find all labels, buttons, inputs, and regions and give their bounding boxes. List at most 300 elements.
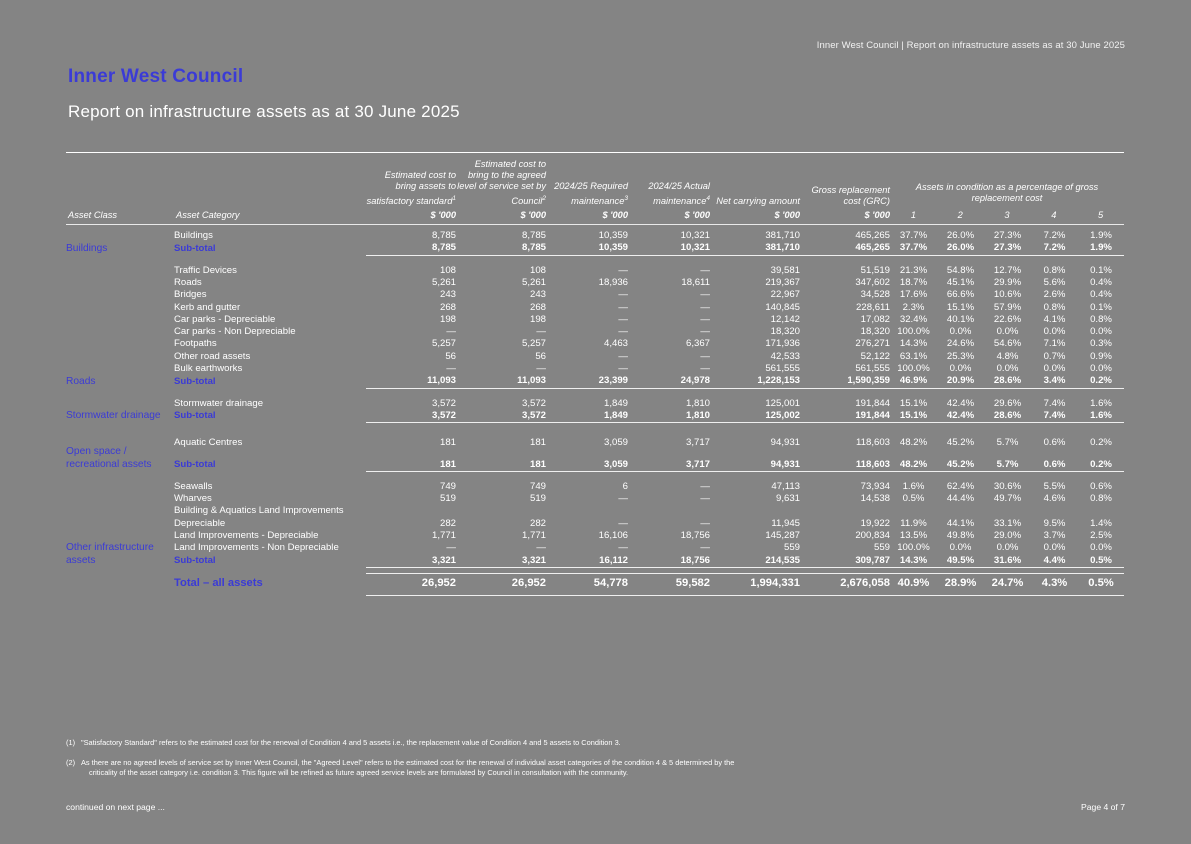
table-row	[66, 265, 1124, 277]
cell-actual: —	[700, 363, 710, 375]
cell-cond-3: 22.6%	[993, 313, 1022, 325]
cell-cond-2: 26.0%	[946, 230, 975, 242]
footnote-2-text: As there are no agreed levels of service set by Inner West Council, the "Agreed Level" refers to the estimated cost for the renewal of individual asset categories of the condition 4 & 5 determined by the	[81, 758, 735, 767]
subtotal-cond-5: 0.2%	[1078, 450, 1124, 472]
cell-grc: 561,555	[855, 363, 890, 375]
cell-cond-1: 63.1%	[899, 350, 928, 362]
subtotal-required: 16,112	[546, 555, 628, 568]
cell-actual: —	[700, 289, 710, 301]
asset-class-stormwater-drainage: Stormwater drainage	[66, 410, 161, 422]
cell-net-carrying: 559	[783, 542, 800, 554]
cell-grc: 559	[873, 542, 890, 554]
header-condition-group-text: Assets in condition as a percentage of gross replacement cost	[915, 181, 1099, 203]
cell-required: —	[618, 326, 628, 338]
footer-page-number: Page 4 of 7	[1081, 802, 1125, 812]
cell-cond-3: 12.7%	[993, 264, 1022, 276]
cell-cond-2: 0.0%	[949, 542, 972, 554]
subtotal-cond-5: 1.6%	[1078, 410, 1124, 423]
cell-required: 1,849	[603, 397, 628, 409]
cell-satisfactory: 268	[439, 301, 456, 313]
table-total-row	[66, 573, 1124, 591]
subtotal-satisfactory: 8,785	[366, 242, 456, 255]
cell-cond-2: 0.0%	[949, 363, 972, 375]
cell-cond-4: 5.6%	[1043, 277, 1066, 288]
cell-cond-4: 3.7%	[1043, 530, 1066, 542]
table-row	[66, 314, 1124, 326]
cell-agreed: —	[536, 326, 546, 338]
cell-cond-4: 7.1%	[1043, 338, 1066, 350]
cell-cond-5: 0.1%	[1090, 264, 1112, 276]
cell-satisfactory: 749	[439, 480, 456, 492]
cell-agreed: 3,572	[521, 397, 546, 409]
header-net-carrying-units: $ '000	[774, 209, 800, 220]
cell-net-carrying: 140,845	[765, 301, 800, 313]
asset-category: Land Improvements - Non Depreciable	[174, 542, 339, 554]
cell-satisfactory: 243	[439, 289, 456, 301]
cell-cond-4: 4.1%	[1043, 313, 1066, 325]
cell-satisfactory: —	[446, 326, 456, 338]
subtotal-cond-2: 49.5%	[937, 555, 984, 568]
footnote-2-text-continued: criticality of the asset category i.e. condition 3. This figure will be refined as future agreed service levels are formulated by Council in consultation with the community.	[89, 768, 629, 777]
asset-category: Other road assets	[174, 350, 251, 362]
cell-net-carrying: 42,533	[770, 350, 800, 362]
cell-cond-2: 66.6%	[946, 289, 975, 301]
cell-actual: —	[700, 326, 710, 338]
cell-cond-2: 45.2%	[946, 437, 975, 449]
cell-cond-5: 1.9%	[1090, 230, 1112, 242]
cell-satisfactory: 5,261	[431, 277, 456, 288]
subtotal-cond-3: 27.3%	[984, 242, 1031, 255]
cell-satisfactory: 5,257	[431, 338, 456, 350]
header-asset-class: Asset Class	[68, 209, 118, 220]
page-title: Report on infrastructure assets as at 30 June 2025	[68, 102, 460, 121]
subtotal-cond-2: 26.0%	[937, 242, 984, 255]
table-row	[66, 398, 1124, 410]
subtotal-agreed: 181	[456, 450, 546, 472]
table-row	[66, 351, 1124, 363]
table-subtotal-row	[66, 555, 1124, 568]
asset-category: Car parks - Depreciable	[174, 313, 276, 325]
asset-category: Seawalls	[174, 480, 213, 492]
cell-net-carrying: 12,142	[770, 313, 800, 325]
asset-category: Aquatic Centres	[174, 437, 243, 449]
cell-cond-2: 0.0%	[949, 326, 972, 338]
subtotal-actual: 1,810	[628, 410, 710, 423]
cell-cond-5: 0.1%	[1090, 301, 1112, 313]
cell-cond-3: 0.0%	[996, 363, 1019, 375]
subtotal-cond-4: 0.6%	[1031, 450, 1078, 472]
total-net-carrying: 1,994,331	[710, 573, 800, 591]
asset-class-other-infrastructure: Other infrastructure assets	[66, 542, 154, 566]
cell-net-carrying: 145,287	[765, 530, 800, 542]
cell-cond-4: 2.6%	[1043, 289, 1066, 301]
subtotal-satisfactory: 181	[366, 450, 456, 472]
table-row	[66, 493, 1124, 505]
total-cond-2: 28.9%	[937, 573, 984, 591]
table-row	[66, 530, 1124, 542]
header-actual-maintenance	[628, 159, 710, 221]
subtotal-cond-3: 28.6%	[984, 375, 1031, 388]
subtotal-required: 23,399	[546, 375, 628, 388]
cell-satisfactory: 8,785	[431, 230, 456, 242]
asset-category: Wharves	[174, 493, 212, 505]
footnote-2-mark: (2)	[66, 758, 76, 767]
cell-cond-1: 1.6%	[902, 480, 925, 492]
subtotal-actual: 18,756	[628, 555, 710, 568]
cell-actual: 18,756	[680, 530, 710, 542]
cell-cond-5: 0.8%	[1090, 313, 1112, 325]
cell-agreed: 268	[529, 301, 546, 313]
cell-satisfactory: 282	[439, 517, 456, 529]
subtotal-cond-1: 15.1%	[890, 410, 937, 423]
table-row	[66, 338, 1124, 350]
cell-cond-3: 30.6%	[993, 480, 1022, 492]
table-row	[66, 277, 1124, 289]
cell-cond-1: 2.3%	[902, 301, 925, 313]
cell-agreed: —	[536, 363, 546, 375]
cell-cond-5: 1.6%	[1090, 397, 1112, 409]
asset-category: Bridges	[174, 289, 207, 301]
subtotal-required: 10,359	[546, 242, 628, 255]
header-condition-4: 4	[1051, 209, 1057, 220]
header-agreed-cost-text: Estimated cost to bring to the agreed level of service set by Council	[457, 159, 546, 206]
cell-agreed: 282	[529, 517, 546, 529]
cell-actual: 6,367	[685, 338, 710, 350]
cell-agreed: 243	[529, 289, 546, 301]
cell-net-carrying: 219,367	[765, 277, 800, 288]
cell-cond-2: 45.1%	[946, 277, 975, 288]
total-required: 54,778	[546, 573, 628, 591]
cell-grc: 347,602	[855, 277, 890, 288]
header-agreed-units: $ '000	[520, 209, 546, 220]
subtotal-grc: 309,787	[800, 555, 890, 568]
cell-cond-2: 25.3%	[946, 350, 975, 362]
subtotal-cond-3: 31.6%	[984, 555, 1031, 568]
cell-cond-4: 7.4%	[1043, 397, 1066, 409]
subtotal-cond-5: 1.9%	[1078, 242, 1124, 255]
cell-cond-1: 100.0%	[897, 542, 930, 554]
cell-cond-1: 15.1%	[899, 397, 928, 409]
cell-net-carrying: 39,581	[770, 264, 800, 276]
cell-grc: 14,538	[860, 493, 890, 505]
cell-cond-4: 5.5%	[1043, 480, 1066, 492]
asset-category: Footpaths	[174, 338, 217, 350]
cell-grc: 52,122	[860, 350, 890, 362]
subtotal-cond-5: 0.2%	[1078, 375, 1124, 388]
cell-actual: —	[700, 350, 710, 362]
cell-cond-3: 29.9%	[993, 277, 1022, 288]
cell-actual: —	[700, 264, 710, 276]
asset-category: Car parks - Non Depreciable	[174, 326, 296, 338]
cell-grc: 118,603	[856, 437, 890, 449]
subtotal-cond-4: 7.2%	[1031, 242, 1078, 255]
header-condition-1: 1	[910, 209, 916, 220]
cell-cond-3: 57.9%	[993, 301, 1022, 313]
table-subtotal-row	[66, 242, 1124, 255]
table-bottom-rule	[66, 591, 1124, 596]
cell-cond-4: 4.6%	[1043, 493, 1066, 505]
header-gross-replacement-cost	[800, 159, 890, 221]
cell-satisfactory: —	[446, 363, 456, 375]
subtotal-satisfactory: 11,093	[366, 375, 456, 388]
cell-agreed: 5,257	[521, 338, 546, 350]
table-row	[66, 542, 1124, 554]
subtotal-net-carrying: 381,710	[710, 242, 800, 255]
cell-actual: —	[700, 313, 710, 325]
cell-cond-2: 54.8%	[946, 264, 975, 276]
total-cond-3: 24.7%	[984, 573, 1031, 591]
cell-required: —	[618, 264, 628, 276]
subtotal-cond-1: 37.7%	[890, 242, 937, 255]
subtotal-net-carrying: 1,228,153	[710, 375, 800, 388]
header-required-units: $ '000	[602, 209, 628, 220]
cell-cond-5: 0.8%	[1090, 493, 1112, 505]
header-agreed-cost	[456, 159, 546, 221]
cell-cond-4: 0.0%	[1043, 326, 1066, 338]
footnote-1-text: "Satisfactory Standard" refers to the estimated cost for the renewal of Condition 4 and 5 assets i.e., the replacement value of Condition 4 and 5 assets to Condition 3.	[81, 738, 621, 747]
council-name: Inner West Council	[68, 66, 244, 87]
table-row	[66, 302, 1124, 314]
header-actual-units: $ '000	[684, 209, 710, 220]
footnote-1-body	[81, 738, 1126, 748]
cell-agreed: 519	[529, 493, 546, 505]
subtotal-cond-4: 7.4%	[1031, 410, 1078, 423]
subtotal-cond-1: 14.3%	[890, 555, 937, 568]
cell-cond-5: 1.4%	[1090, 517, 1112, 529]
cell-cond-1: 13.5%	[899, 530, 928, 542]
header-satisfactory-note: 1	[452, 194, 456, 202]
cell-required: —	[618, 542, 628, 554]
cell-cond-2: 62.4%	[946, 480, 975, 492]
infrastructure-assets-table	[66, 152, 1124, 596]
cell-actual: 18,611	[681, 277, 710, 288]
cell-actual: 10,321	[680, 230, 710, 242]
table-subtotal-row	[66, 375, 1124, 388]
subtotal-agreed: 3,572	[456, 410, 546, 423]
cell-cond-5: 0.6%	[1090, 480, 1112, 492]
header-net-carrying-amount	[710, 159, 800, 221]
subtotal-label: Sub-total	[174, 459, 216, 471]
cell-cond-1: 0.5%	[902, 493, 925, 505]
cell-required: —	[618, 289, 628, 301]
subtotal-actual: 3,717	[628, 450, 710, 472]
cell-cond-1: 100.0%	[897, 326, 930, 338]
cell-cond-3: 10.6%	[993, 289, 1022, 301]
cell-cond-2: 15.1%	[946, 301, 975, 313]
header-condition-2: 2	[957, 209, 963, 220]
running-header: Inner West Council | Report on infrastructure assets as at 30 June 2025	[816, 40, 1125, 51]
subtotal-net-carrying: 214,535	[710, 555, 800, 568]
cell-agreed: —	[536, 542, 546, 554]
asset-category: Stormwater drainage	[174, 397, 264, 409]
subtotal-agreed: 11,093	[456, 375, 546, 388]
header-required-maintenance	[546, 159, 628, 221]
cell-cond-3: 5.7%	[996, 437, 1019, 449]
cell-required: 4,463	[603, 338, 628, 350]
header-actual-note: 4	[706, 194, 710, 202]
subtotal-label: Sub-total	[174, 242, 216, 254]
subtotal-required: 1,849	[546, 410, 628, 423]
group-gap	[66, 423, 1124, 433]
subtotal-cond-2: 42.4%	[937, 410, 984, 423]
table-row	[66, 481, 1124, 493]
header-grc-text: Gross replacement cost (GRC)	[811, 184, 890, 206]
header-grc-units: $ '000	[864, 209, 890, 220]
subtotal-cond-2: 20.9%	[937, 375, 984, 388]
cell-satisfactory: 56	[445, 350, 456, 362]
cell-cond-5: 0.9%	[1090, 350, 1112, 362]
cell-grc: 465,265	[855, 230, 890, 242]
subtotal-cond-5: 0.5%	[1078, 555, 1124, 568]
header-required-maintenance-text: 2024/25 Required maintenance	[554, 181, 628, 206]
header-agreed-note: 2	[542, 194, 546, 202]
cell-cond-3: 49.7%	[993, 493, 1022, 505]
total-grc: 2,676,058	[800, 573, 890, 591]
cell-cond-4: 0.6%	[1043, 437, 1066, 449]
cell-cond-5: 2.5%	[1090, 530, 1112, 542]
cell-cond-5: 0.0%	[1090, 363, 1112, 375]
asset-category: Kerb and gutter	[174, 301, 241, 313]
subtotal-label: Sub-total	[174, 375, 216, 387]
subtotal-label: Sub-total	[174, 555, 216, 567]
subtotal-cond-4: 3.4%	[1031, 375, 1078, 388]
subtotal-cond-1: 46.9%	[890, 375, 937, 388]
subtotal-grc: 465,265	[800, 242, 890, 255]
cell-agreed: 1,771	[521, 530, 546, 542]
total-label: Total – all assets	[174, 576, 263, 589]
cell-required: —	[618, 517, 628, 529]
cell-cond-1: 14.3%	[899, 338, 928, 350]
subtotal-grc: 118,603	[800, 450, 890, 472]
cell-cond-4: 0.8%	[1043, 301, 1066, 313]
cell-cond-2: 44.4%	[946, 493, 975, 505]
cell-grc: 51,519	[860, 264, 890, 276]
cell-cond-3: 29.0%	[993, 530, 1022, 542]
cell-satisfactory: 108	[439, 264, 456, 276]
cell-required: 18,936	[598, 277, 628, 288]
footnote-2-body	[81, 758, 1126, 778]
cell-grc: 73,934	[860, 480, 890, 492]
cell-cond-5: 0.3%	[1090, 338, 1112, 350]
footnotes	[66, 738, 1126, 788]
asset-class-buildings: Buildings	[66, 242, 108, 254]
cell-net-carrying: 94,931	[770, 437, 800, 449]
cell-net-carrying: 381,710	[765, 230, 800, 242]
subtotal-required: 3,059	[546, 450, 628, 472]
cell-net-carrying: 47,113	[771, 480, 800, 492]
cell-cond-1: 32.4%	[899, 313, 928, 325]
cell-grc: 276,271	[855, 338, 890, 350]
header-satisfactory-cost	[366, 159, 456, 221]
header-condition-group	[890, 159, 1124, 221]
asset-category: Building & Aquatics Land Improvements Depreciable	[174, 505, 344, 529]
cell-actual: 1,810	[685, 397, 710, 409]
cell-cond-3: 27.3%	[993, 230, 1022, 242]
total-cond-1: 40.9%	[890, 573, 937, 591]
cell-grc: 19,922	[860, 517, 890, 529]
cell-actual: —	[700, 517, 710, 529]
table-header-row	[66, 159, 1124, 221]
total-agreed: 26,952	[456, 573, 546, 591]
infrastructure-assets-table-wrapper	[66, 152, 1124, 596]
subtotal-cond-1: 48.2%	[890, 450, 937, 472]
cell-agreed: 749	[529, 480, 546, 492]
cell-cond-5: 0.0%	[1090, 326, 1112, 338]
cell-cond-3: 33.1%	[993, 517, 1022, 529]
cell-cond-5: 0.2%	[1090, 437, 1112, 449]
cell-actual: 3,717	[685, 437, 710, 449]
cell-cond-4: 9.5%	[1043, 517, 1066, 529]
cell-agreed: 181	[529, 437, 546, 449]
subtotal-grc: 191,844	[800, 410, 890, 423]
table-row	[66, 230, 1124, 242]
subtotal-actual: 24,978	[628, 375, 710, 388]
subtotal-cond-2: 45.2%	[937, 450, 984, 472]
table-row	[66, 289, 1124, 301]
asset-class-open-space: Open space / recreational assets	[66, 446, 152, 470]
asset-category: Buildings	[174, 230, 213, 242]
cell-required: 10,359	[598, 230, 628, 242]
cell-cond-1: 11.9%	[900, 517, 927, 529]
subtotal-label: Sub-total	[174, 410, 216, 422]
cell-grc: 228,611	[856, 301, 890, 313]
subtotal-grc: 1,590,359	[800, 375, 890, 388]
table-row	[66, 326, 1124, 338]
cell-cond-3: 54.6%	[993, 338, 1022, 350]
header-satisfactory-units: $ '000	[430, 209, 456, 220]
total-actual: 59,582	[628, 573, 710, 591]
cell-cond-5: 0.4%	[1090, 277, 1112, 288]
subtotal-cond-4: 4.4%	[1031, 555, 1078, 568]
asset-category: Land Improvements - Depreciable	[174, 530, 319, 542]
footnote-1	[66, 738, 1126, 748]
header-satisfactory-cost-text: Estimated cost to bring assets to satisfactory standard	[366, 170, 456, 206]
cell-grc: 17,082	[860, 313, 890, 325]
cell-cond-1: 17.6%	[899, 289, 928, 301]
cell-cond-3: 0.0%	[996, 326, 1019, 338]
cell-cond-1: 100.0%	[897, 363, 930, 375]
asset-category: Traffic Devices	[174, 264, 237, 276]
cell-cond-2: 40.1%	[946, 313, 975, 325]
table-row	[66, 505, 1124, 530]
cell-cond-3: 0.0%	[996, 542, 1019, 554]
cell-required: 16,106	[598, 530, 628, 542]
cell-required: —	[618, 301, 628, 313]
cell-required: —	[618, 350, 628, 362]
cell-net-carrying: 11,945	[771, 517, 800, 529]
footer-continuation-note: continued on next page ...	[66, 802, 165, 812]
subtotal-net-carrying: 94,931	[710, 450, 800, 472]
cell-satisfactory: 519	[439, 493, 456, 505]
cell-cond-1: 37.7%	[899, 230, 928, 242]
cell-grc: 200,834	[855, 530, 890, 542]
cell-cond-4: 0.0%	[1043, 363, 1066, 375]
cell-cond-1: 48.2%	[899, 437, 928, 449]
header-condition-3: 3	[1004, 209, 1010, 220]
cell-cond-1: 18.7%	[899, 277, 928, 288]
subtotal-cond-3: 28.6%	[984, 410, 1031, 423]
cell-actual: —	[700, 480, 710, 492]
cell-actual: —	[700, 542, 710, 554]
header-required-note: 3	[624, 194, 628, 202]
footnote-1-mark: (1)	[66, 738, 76, 747]
cell-actual: —	[700, 493, 710, 505]
subtotal-satisfactory: 3,572	[366, 410, 456, 423]
cell-net-carrying: 171,936	[765, 338, 800, 350]
asset-category: Bulk earthworks	[174, 363, 243, 375]
cell-cond-4: 0.0%	[1043, 542, 1066, 554]
subtotal-agreed: 8,785	[456, 242, 546, 255]
